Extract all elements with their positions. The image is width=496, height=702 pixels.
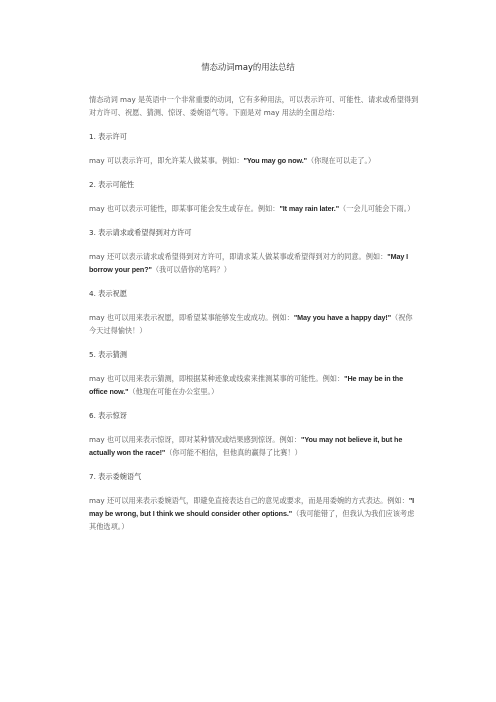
example-quote: "You may go now.": [243, 156, 307, 165]
section-text: may 也可以用来表示猜测，即根据某种迹象或线索来推测某事的可能性。例如：: [89, 374, 345, 383]
section-heading: 1. 表示许可: [89, 132, 127, 141]
example-quote: "It may rain later.": [279, 204, 339, 213]
example-quote: "He may be in the office now.": [89, 374, 403, 396]
example-quote: "May I borrow your pen?": [89, 252, 409, 274]
section-text: may 也可以表示可能性，即某事可能会发生或存在。例如：: [89, 204, 280, 213]
section-paragraph: [89, 433, 419, 459]
section-text: may 还可以用来表示委婉语气，即避免直接表达自己的意见或要求，而是用委婉的方式表达。例如：: [89, 496, 409, 505]
section-text: may 还可以表示请求或希望得到对方许可，即请求某人做某事或希望得到对方的同意。例如：: [89, 252, 388, 261]
section-paragraph: [89, 311, 419, 337]
example-translation: （祝你今天过得愉快！）: [89, 313, 413, 335]
example-translation: （我可能错了，但我认为我们应该考虑其他选项。）: [89, 509, 415, 531]
example-quote: "You may not believe it, but he actually won the race!": [89, 435, 403, 457]
section-tactful: [89, 470, 419, 533]
section-paragraph: [89, 154, 419, 167]
section-heading: 6. 表示惊讶: [89, 411, 127, 420]
section-heading: 4. 表示祝愿: [89, 289, 127, 298]
section-guess: [89, 348, 419, 398]
example-translation: （一会儿可能会下雨。）: [339, 204, 415, 213]
section-request: [89, 226, 419, 276]
section-text: may 也可以用来表示惊讶，即对某种情况或结果感到惊讶。例如：: [89, 435, 302, 444]
example-translation: （我可以借你的笔吗？）: [151, 265, 231, 274]
section-heading: 5. 表示猜测: [89, 350, 127, 359]
example-quote: "I may be wrong, but I think we should consider other options.": [89, 496, 415, 518]
section-paragraph: [89, 250, 419, 276]
example-translation: （你现在可以走了。）: [306, 156, 376, 165]
section-paragraph: [89, 494, 419, 533]
example-translation: （你可能不相信，但他真的赢得了比赛！）: [165, 448, 302, 457]
example-quote: "May you have a happy day!": [293, 313, 392, 322]
section-text: may 也可以用来表示祝愿，即希望某事能够发生或成功。例如：: [89, 313, 294, 322]
section-paragraph: [89, 202, 419, 215]
document-title: 情态动词may的用法总结: [201, 62, 295, 72]
section-possibility: [89, 178, 419, 215]
section-heading: 3. 表示请求或希望得到对方许可: [89, 228, 192, 237]
example-translation: （他现在可能在办公室里。）: [128, 387, 219, 396]
section-paragraph: [89, 372, 419, 398]
section-text: may 可以表示许可，即允许某人做某事。例如：: [89, 156, 244, 165]
document-body: [89, 93, 419, 544]
section-heading: 2. 表示可能性: [89, 180, 135, 189]
section-permission: [89, 130, 419, 167]
section-wish: [89, 287, 419, 337]
section-surprise: [89, 409, 419, 459]
section-heading: 7. 表示委婉语气: [89, 472, 142, 481]
intro-paragraph: 情态动词 may 是英语中一个非常重要的动词，它有多种用法，可以表示许可、可能性、请求或希望得到对方许可、祝愿、猜测、惊讶、委婉语气等。下面是对 may 用法的全面总结：: [89, 95, 419, 117]
